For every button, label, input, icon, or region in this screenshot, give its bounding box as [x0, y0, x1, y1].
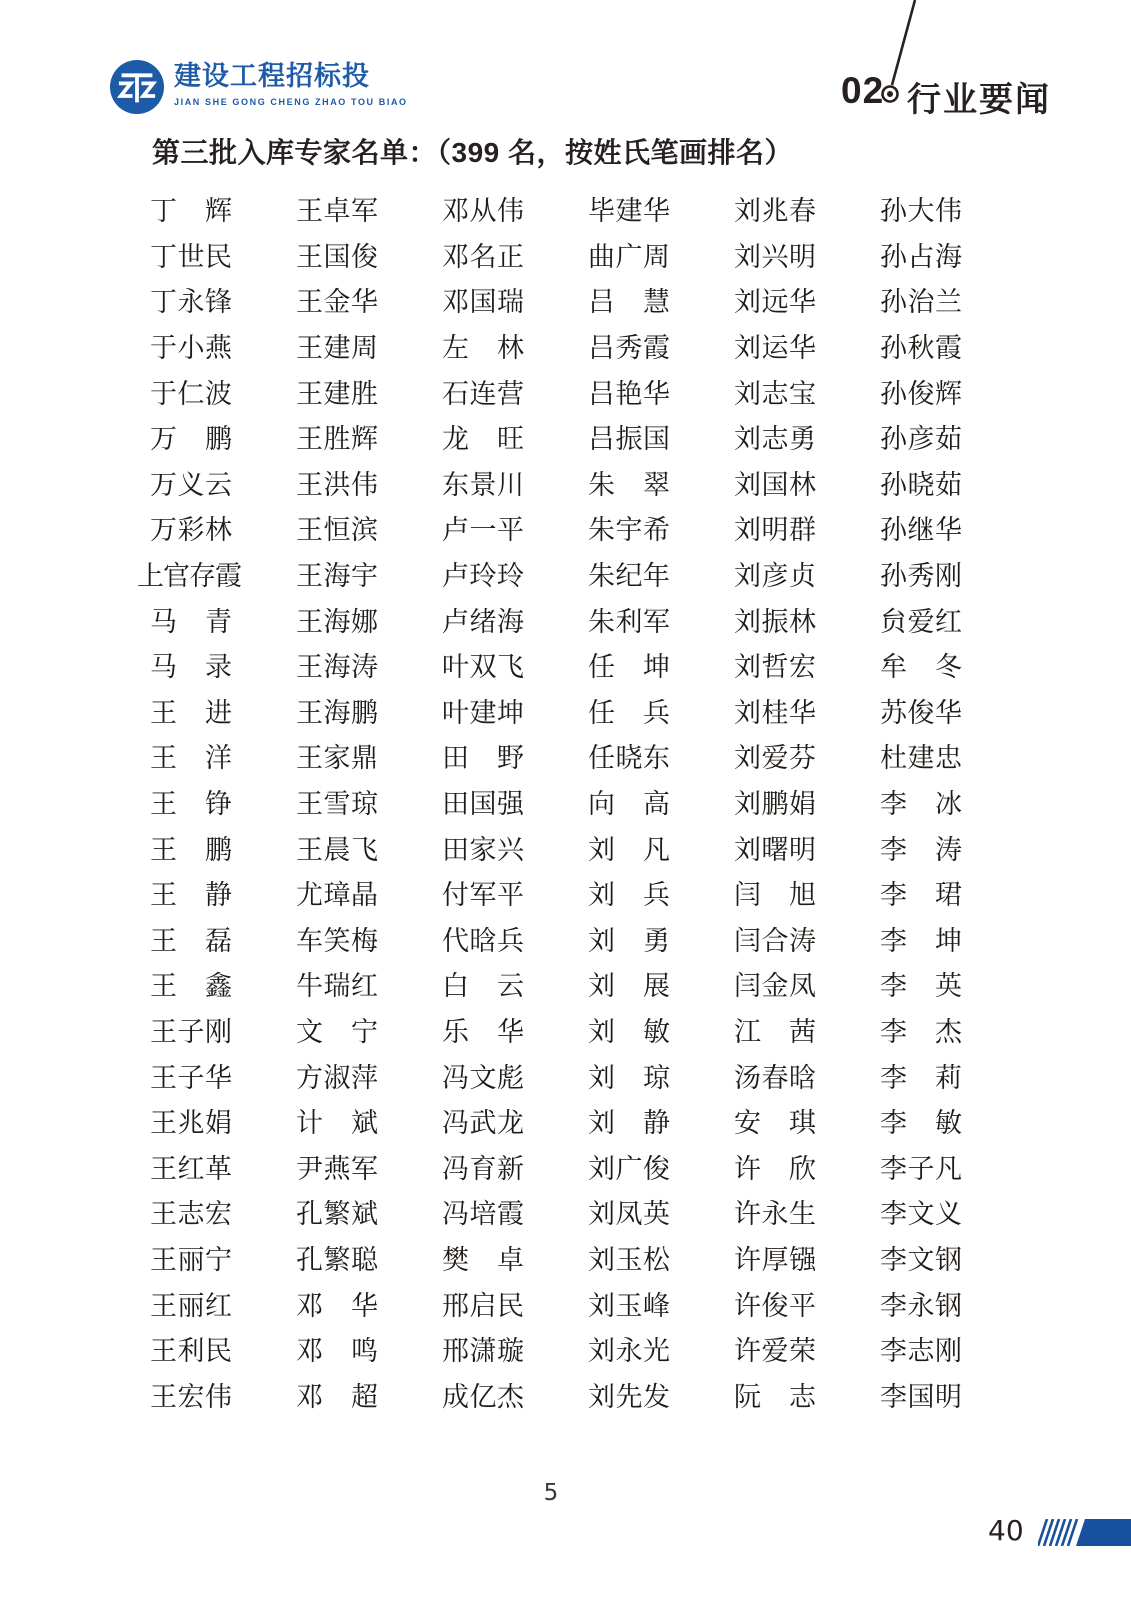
expert-name: 王 海 涛 [296, 652, 378, 684]
expert-name: 王 磊 [150, 925, 232, 957]
expert-name: 邓 超 [296, 1381, 378, 1413]
expert-name: 毕 建 华 [588, 196, 670, 228]
expert-name: 刘 远 华 [734, 287, 816, 319]
expert-name: 闫 金 凤 [734, 971, 816, 1003]
expert-name: 王 宏 伟 [150, 1381, 232, 1413]
expert-name: 王 建 胜 [296, 378, 378, 410]
expert-name: 吕 振 国 [588, 424, 670, 456]
expert-name: 李 冰 [880, 789, 962, 821]
expert-name: 朱 宇 希 [588, 515, 670, 547]
expert-name: 李 珺 [880, 880, 962, 912]
expert-name: 闫 旭 [734, 880, 816, 912]
expert-name: 李 志 刚 [880, 1336, 962, 1368]
expert-name: 邓 鸣 [296, 1336, 378, 1368]
expert-name: 邓 国 瑞 [442, 287, 524, 319]
expert-name: 东 景 川 [442, 469, 524, 501]
expert-name: 李 国 明 [880, 1381, 962, 1413]
expert-name: 田 野 [442, 743, 524, 775]
expert-name: 石 连 营 [442, 378, 524, 410]
expert-name: 杜 建 忠 [880, 743, 962, 775]
expert-name: 闫 合 涛 [734, 925, 816, 957]
expert-name: 李 英 [880, 971, 962, 1003]
expert-name: 李 子 凡 [880, 1153, 962, 1185]
expert-name: 白 云 [442, 971, 524, 1003]
expert-name: 刘 先 发 [588, 1381, 670, 1413]
expert-name: 冯 育 新 [442, 1153, 524, 1185]
expert-name: 计 斌 [296, 1108, 378, 1140]
expert-name: 孙 秀 刚 [880, 561, 962, 593]
expert-name: 冯 培 霞 [442, 1199, 524, 1231]
expert-name: 王 鑫 [150, 971, 232, 1003]
expert-table [137, 186, 962, 1417]
expert-name: 刘 玉 峰 [588, 1290, 670, 1322]
expert-name: 王 铮 [150, 789, 232, 821]
expert-name: 刘 爱 芬 [734, 743, 816, 775]
expert-name: 刘 鹏 娟 [734, 789, 816, 821]
expert-name: 孙 大 伟 [880, 196, 962, 228]
expert-name: 刘 曙 明 [734, 834, 816, 866]
expert-name: 万 义 云 [150, 469, 232, 501]
expert-name: 孙 俊 辉 [880, 378, 962, 410]
expert-name: 刘 兆 春 [734, 196, 816, 228]
expert-name: 刘 静 [588, 1108, 670, 1140]
expert-name: 汤 春 晗 [734, 1062, 816, 1094]
expert-name: 孙 治 兰 [880, 287, 962, 319]
expert-name: 车 笑 梅 [296, 925, 378, 957]
expert-name: 朱 纪 年 [588, 561, 670, 593]
expert-name: 李 莉 [880, 1062, 962, 1094]
expert-name: 吕 艳 华 [588, 378, 670, 410]
expert-name: 刘 勇 [588, 925, 670, 957]
expert-name: 邓 从 伟 [442, 196, 524, 228]
expert-name: 冯 文 彪 [442, 1062, 524, 1094]
expert-name: 李 杰 [880, 1016, 962, 1048]
expert-name: 龙 旺 [442, 424, 524, 456]
expert-name: 王 红 革 [150, 1153, 232, 1185]
expert-name: 王 晨 飞 [296, 834, 378, 866]
expert-name: 尹 燕 军 [296, 1153, 378, 1185]
expert-name: 刘 桂 华 [734, 697, 816, 729]
expert-name: 邢 启 民 [442, 1290, 524, 1322]
expert-name: 安 琪 [734, 1108, 816, 1140]
expert-name: 孙 晓 茹 [880, 469, 962, 501]
expert-name: 李 坤 [880, 925, 962, 957]
expert-name: 朱 翠 [588, 469, 670, 501]
expert-name: 方 淑 萍 [296, 1062, 378, 1094]
expert-name: 王 国 俊 [296, 241, 378, 273]
expert-name: 刘 永 光 [588, 1336, 670, 1368]
expert-name: 王 志 宏 [150, 1199, 232, 1231]
expert-name: 邓 华 [296, 1290, 378, 1322]
expert-name: 王 胜 辉 [296, 424, 378, 456]
expert-name: 孙 占 海 [880, 241, 962, 273]
expert-name: 牛 瑞 红 [296, 971, 378, 1003]
expert-name: 许 厚 镪 [734, 1244, 816, 1276]
expert-name: 任 晓 东 [588, 743, 670, 775]
expert-name: 刘 彦 贞 [734, 561, 816, 593]
expert-name: 卢 一 平 [442, 515, 524, 547]
expert-name: 刘 凤 英 [588, 1199, 670, 1231]
expert-name: 王 海 娜 [296, 606, 378, 638]
expert-name: 乐 华 [442, 1016, 524, 1048]
expert-name: 尤 璋 晶 [296, 880, 378, 912]
expert-name: 孔 繁 聪 [296, 1244, 378, 1276]
expert-name: 刘 琼 [588, 1062, 670, 1094]
expert-name: 王 子 刚 [150, 1016, 232, 1048]
expert-name: 刘 玉 松 [588, 1244, 670, 1276]
expert-name: 丁 世 民 [150, 241, 232, 273]
expert-name: 刘 凡 [588, 834, 670, 866]
expert-name: 刘 明 群 [734, 515, 816, 547]
issue-number: 40 [988, 1514, 1024, 1547]
expert-name: 刘 志 勇 [734, 424, 816, 456]
expert-name: 王 鹏 [150, 834, 232, 866]
expert-name: 朱 利 军 [588, 606, 670, 638]
expert-name: 樊 卓 [442, 1244, 524, 1276]
expert-name: 刘 兵 [588, 880, 670, 912]
expert-name: 李 文 义 [880, 1199, 962, 1231]
expert-name: 于 仁 波 [150, 378, 232, 410]
expert-name: 李 永 钢 [880, 1290, 962, 1322]
expert-name: 王 海 宇 [296, 561, 378, 593]
section-title: 行业要闻 [907, 81, 1051, 119]
expert-name: 叶 建 坤 [442, 697, 524, 729]
expert-name: 王 雪 琼 [296, 789, 378, 821]
expert-name: 任 坤 [588, 652, 670, 684]
expert-name: 田 家 兴 [442, 834, 524, 866]
expert-name: 刘 广 俊 [588, 1153, 670, 1185]
expert-name: 王 金 华 [296, 287, 378, 319]
expert-name: 李 敏 [880, 1108, 962, 1140]
expert-name: 刘 振 林 [734, 606, 816, 638]
logo-title: 建设工程招标投 [174, 61, 370, 91]
expert-name: 代 晗 兵 [442, 925, 524, 957]
expert-name: 孙 彦 茹 [880, 424, 962, 456]
logo [110, 60, 408, 114]
expert-name: 许 俊 平 [734, 1290, 816, 1322]
expert-name: 王 丽 宁 [150, 1244, 232, 1276]
expert-name: 吕 秀 霞 [588, 333, 670, 365]
expert-name: 邓 名 正 [442, 241, 524, 273]
expert-name: 丁 辉 [150, 196, 232, 228]
expert-name: 苏 俊 华 [880, 697, 962, 729]
expert-name: 文 宁 [296, 1016, 378, 1048]
expert-name: 王 家 鼎 [296, 743, 378, 775]
expert-name: 卢 绪 海 [442, 606, 524, 638]
expert-name: 王 海 鹏 [296, 697, 378, 729]
expert-name: 万 鹏 [150, 424, 232, 456]
expert-name: 许 永 生 [734, 1199, 816, 1231]
expert-name: 上 官 存 霞 [137, 561, 241, 593]
expert-name: 刘 展 [588, 971, 670, 1003]
section-number: 02 [841, 70, 885, 111]
expert-name: 李 文 钢 [880, 1244, 962, 1276]
expert-name: 成 亿 杰 [442, 1381, 524, 1413]
expert-name: 刘 敏 [588, 1016, 670, 1048]
expert-name: 王 利 民 [150, 1336, 232, 1368]
expert-name: 丁 永 锋 [150, 287, 232, 319]
expert-name: 王 子 华 [150, 1062, 232, 1094]
expert-name: 冯 武 龙 [442, 1108, 524, 1140]
expert-name: 付 军 平 [442, 880, 524, 912]
corner-slash-decoration [1038, 1519, 1131, 1546]
expert-name: 于 小 燕 [150, 333, 232, 365]
expert-name: 刘 运 华 [734, 333, 816, 365]
page-title: 第三批入库专家名单：（399 名，按姓氏笔画排名） [152, 137, 793, 168]
expert-name: 许 欣 [734, 1153, 816, 1185]
expert-name: 贠 爱 红 [880, 606, 962, 638]
zts-monogram-icon [110, 60, 164, 114]
expert-name: 曲 广 周 [588, 241, 670, 273]
expert-name: 孙 继 华 [880, 515, 962, 547]
expert-name: 叶 双 飞 [442, 652, 524, 684]
expert-name: 万 彩 林 [150, 515, 232, 547]
expert-name: 江 茜 [734, 1016, 816, 1048]
page-number: 5 [543, 1480, 559, 1506]
expert-name: 马 录 [150, 652, 232, 684]
expert-name: 卢 玲 玲 [442, 561, 524, 593]
expert-name: 王 进 [150, 697, 232, 729]
expert-name: 孙 秋 霞 [880, 333, 962, 365]
expert-name: 王 卓 军 [296, 196, 378, 228]
expert-name: 王 恒 滨 [296, 515, 378, 547]
expert-name: 孔 繁 斌 [296, 1199, 378, 1231]
expert-name: 王 兆 娟 [150, 1108, 232, 1140]
expert-name: 李 涛 [880, 834, 962, 866]
expert-name: 王 丽 红 [150, 1290, 232, 1322]
expert-name: 刘 兴 明 [734, 241, 816, 273]
logo-subtitle: JIAN SHE GONG CHENG ZHAO TOU BIAO [174, 96, 408, 107]
expert-name: 邢 潇 璇 [442, 1336, 524, 1368]
expert-name: 阮 志 [734, 1381, 816, 1413]
expert-name: 刘 哲 宏 [734, 652, 816, 684]
expert-name: 王 静 [150, 880, 232, 912]
expert-name: 左 林 [442, 333, 524, 365]
expert-name: 许 爱 荣 [734, 1336, 816, 1368]
expert-name: 任 兵 [588, 697, 670, 729]
expert-name: 吕 慧 [588, 287, 670, 319]
expert-name: 王 建 周 [296, 333, 378, 365]
expert-name: 田 国 强 [442, 789, 524, 821]
expert-name: 王 洋 [150, 743, 232, 775]
expert-name: 马 青 [150, 606, 232, 638]
expert-name: 刘 国 林 [734, 469, 816, 501]
expert-name: 向 高 [588, 789, 670, 821]
expert-name: 王 洪 伟 [296, 469, 378, 501]
expert-name: 刘 志 宝 [734, 378, 816, 410]
expert-name: 牟 冬 [880, 652, 962, 684]
